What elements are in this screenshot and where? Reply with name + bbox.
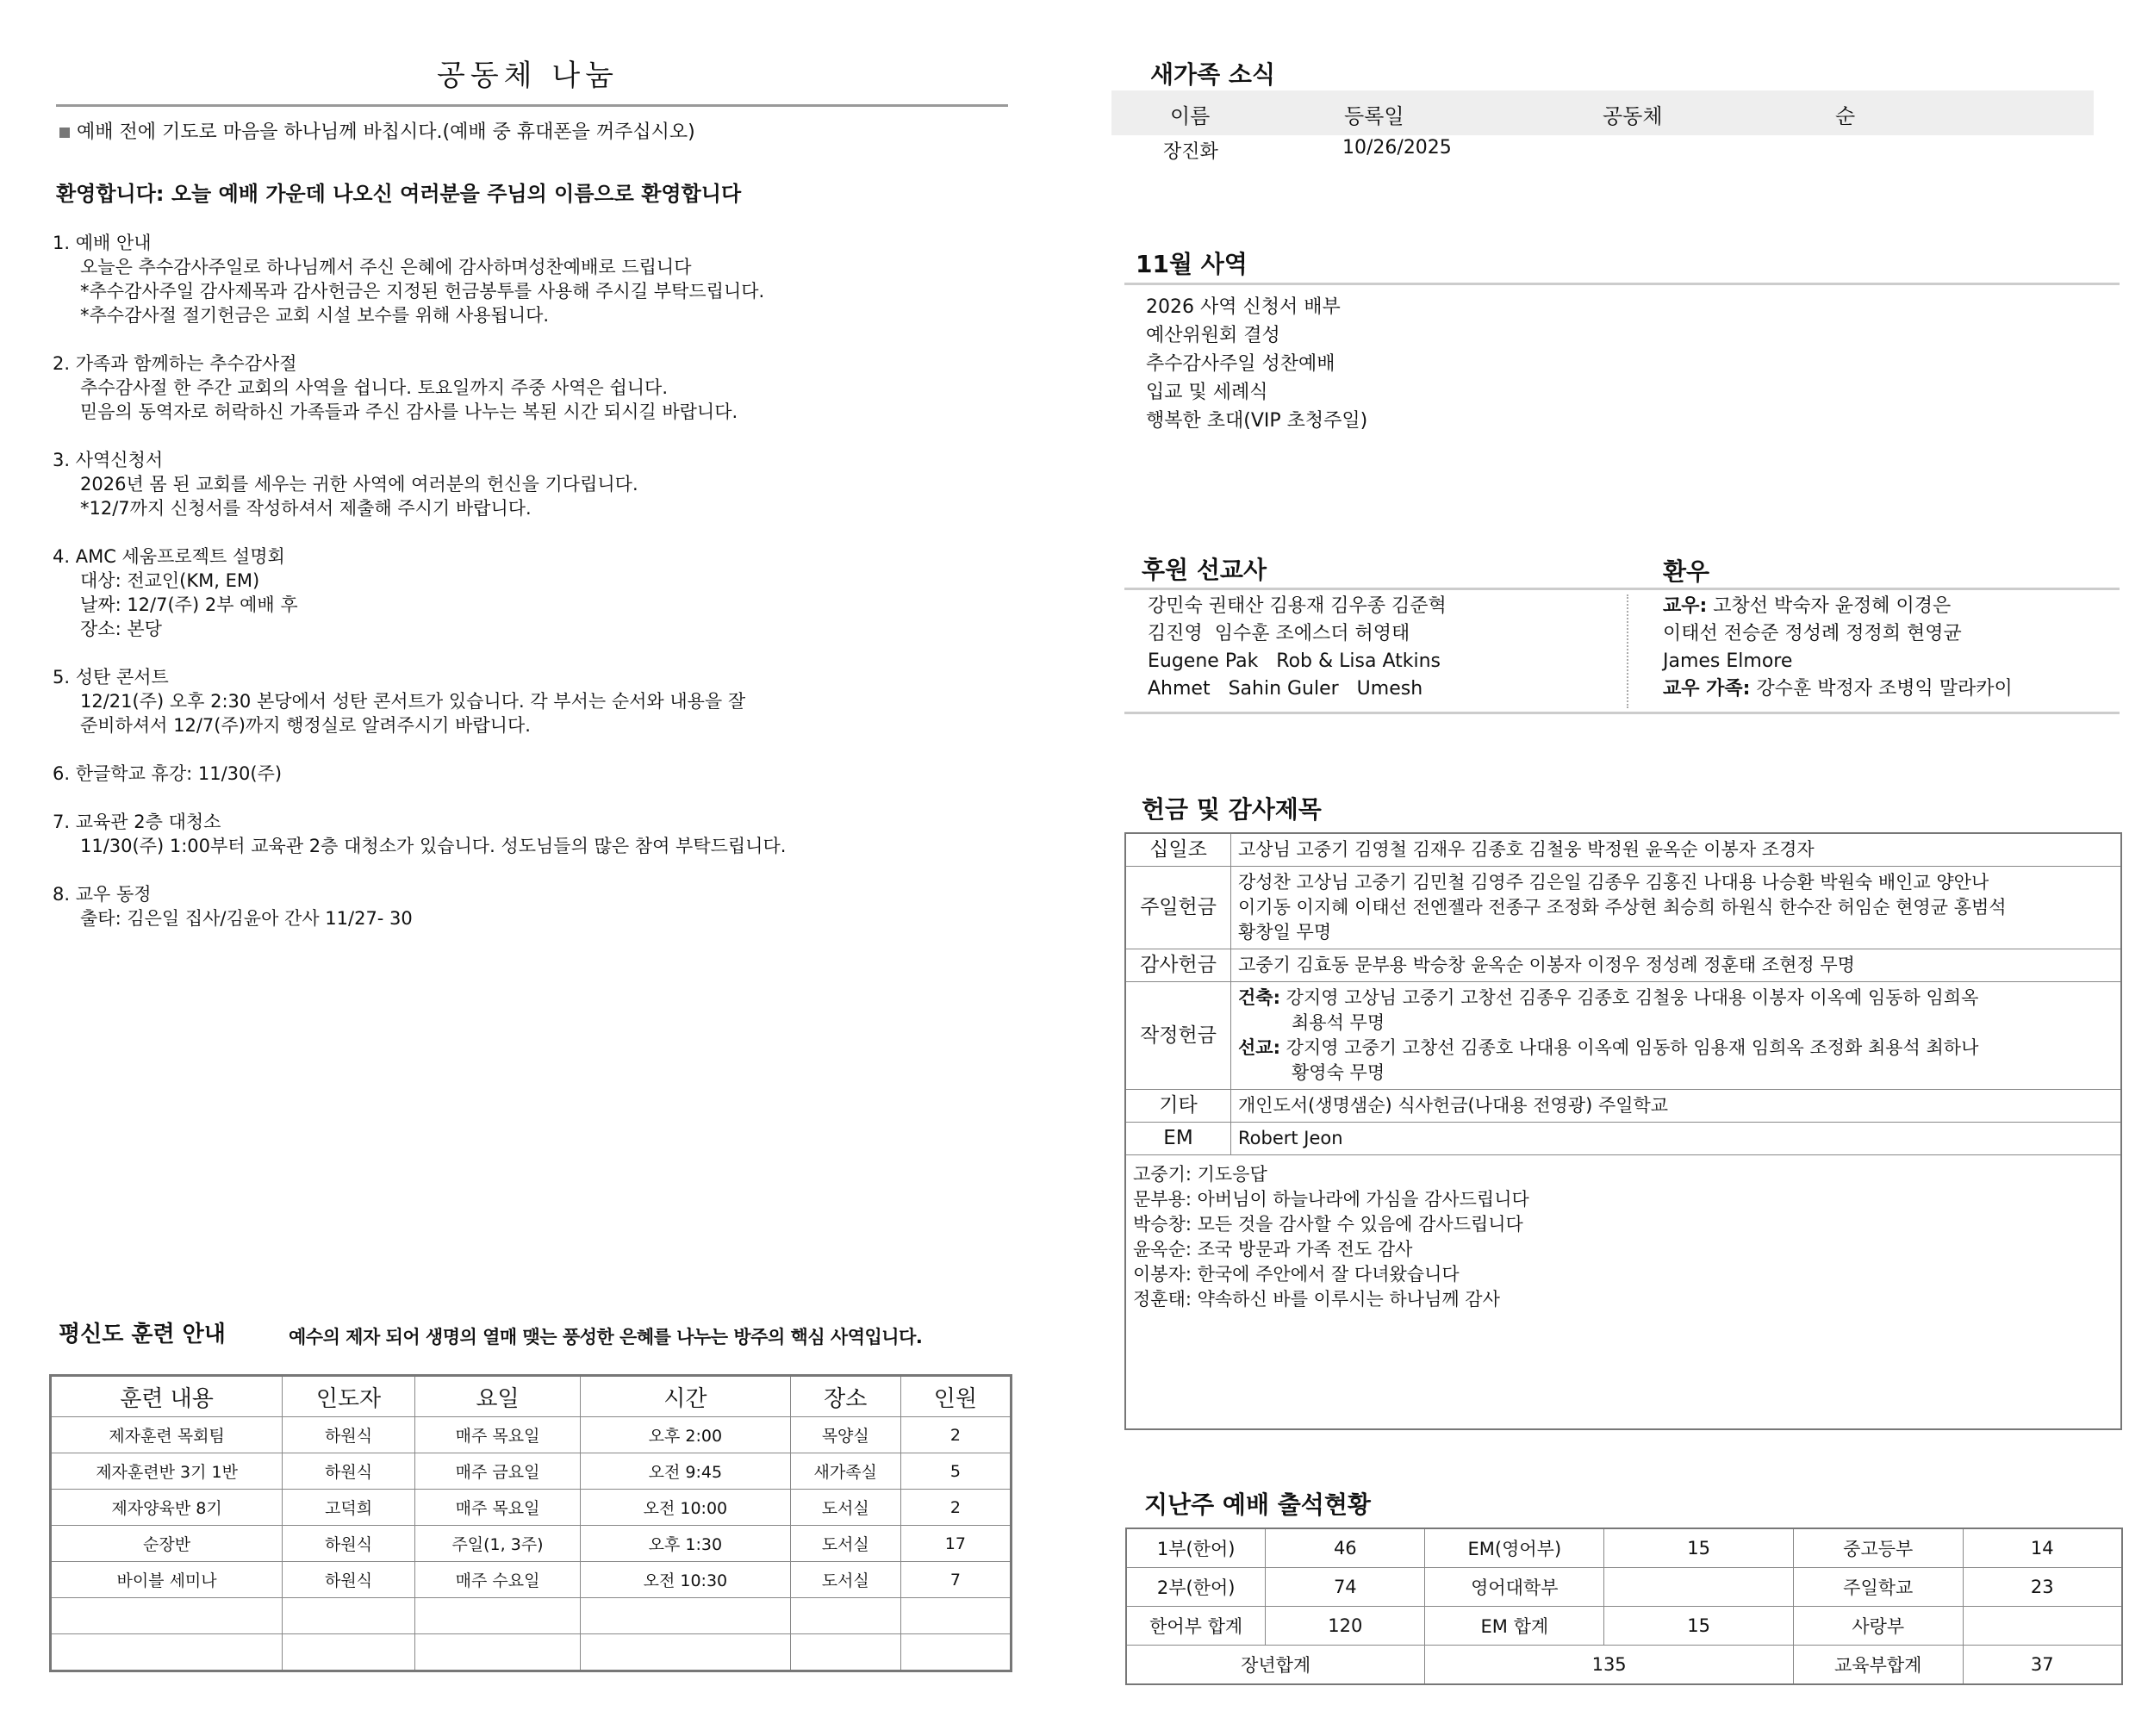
training-cell (900, 1598, 1011, 1634)
missionary-line: 김진영 임수훈 조에스더 허영태 (1148, 623, 1410, 644)
attendance-title: 지난주 예배 출석현황 (1144, 1490, 1371, 1519)
square-bullet-icon (59, 128, 70, 138)
list-item: 행복한 초대(VIP 초청주일) (1146, 410, 1368, 432)
offering-line: Robert Jeon (1238, 1128, 1343, 1148)
offering-line: 강성찬 고상님 고중기 김민철 김영주 김은일 김종우 김홍진 나대용 나승환 박원숙 배인교 양안나 (1238, 872, 1989, 893)
training-header-cell: 훈련 내용 (51, 1376, 283, 1417)
page-title: 공동체 나눔 (436, 59, 619, 93)
training-cell: 매주 목요일 (414, 1417, 580, 1453)
table-row (1126, 1568, 2122, 1607)
announcement-item (53, 762, 1008, 786)
announcement-line: *12/7까지 신청서를 작성하셔서 제출해 주시기 바랍니다. (80, 498, 532, 519)
pledge-names: 황영숙 무명 (1292, 1062, 1385, 1083)
col-community: 공동체 (1603, 104, 1663, 128)
announcement-heading: 7. 교육관 2층 대청소 (53, 812, 221, 832)
list-item: 입교 및 세례식 (1146, 382, 1268, 403)
sick-line-text: 고창선 박숙자 윤정혜 이경은 (1707, 595, 1952, 617)
offering-title: 헌금 및 감사제목 (1142, 795, 1322, 824)
sick-line (1663, 675, 2013, 703)
attendance-cell: 15 (1604, 1528, 1794, 1568)
sick-line-label: 교우 가족: (1663, 678, 1751, 700)
thanks-row (1125, 1155, 2121, 1430)
table-row (1125, 867, 2121, 949)
announcement-line: 오늘은 추수감사주일로 하나님께서 주신 은혜에 감사하며성찬예배로 드립니다 (80, 257, 692, 277)
training-header-cell: 인도자 (283, 1376, 415, 1417)
training-cell: 하원식 (283, 1417, 415, 1453)
announcement-line: 추수감사절 한 주간 교회의 사역을 쉽니다. 토요일까지 주중 사역은 쉽니다. (80, 377, 669, 398)
list-item: 추수감사주일 성찬예배 (1146, 353, 1335, 375)
announcement-item (53, 352, 1008, 424)
training-cell: 제자훈련반 3기 1반 (51, 1453, 283, 1490)
training-cell: 매주 목요일 (414, 1490, 580, 1526)
training-cell (581, 1634, 791, 1671)
training-cell: 5 (900, 1453, 1011, 1490)
training-cell: 2 (900, 1417, 1011, 1453)
title-divider (56, 104, 1008, 107)
announcement-line: 날짜: 12/7(주) 2부 예배 후 (80, 594, 298, 615)
training-cell: 오전 10:00 (581, 1490, 791, 1526)
offering-line: 고중기 김효동 문부용 박승창 윤옥순 이봉자 이정우 정성례 정훈태 조현정 무명 (1238, 955, 1855, 975)
offering-label: 십일조 (1125, 833, 1231, 867)
table-row (1126, 1607, 2122, 1646)
announcement-item (53, 448, 1008, 520)
training-cell: 새가족실 (790, 1453, 900, 1490)
announcement-item (53, 544, 1008, 641)
announcement-heading: 2. 가족과 함께하는 추수감사절 (53, 353, 297, 374)
offering-names (1231, 1123, 2122, 1155)
attendance-cell: EM 합계 (1425, 1607, 1604, 1646)
training-cell: 하원식 (283, 1562, 415, 1598)
sick-line (1663, 648, 2013, 675)
training-table (49, 1374, 1012, 1672)
offering-label: 기타 (1125, 1090, 1231, 1123)
new-family-table (1111, 90, 2094, 170)
announcement-line: *추수감사주일 감사제목과 감사헌금은 지정된 헌금봉투를 사용해 주시길 부탁드립니다. (80, 281, 765, 302)
attendance-cell: 120 (1266, 1607, 1425, 1646)
missionary-title: 후원 선교사 (1142, 556, 1267, 584)
table-row (51, 1490, 1012, 1526)
new-family-date: 10/26/2025 (1342, 137, 1452, 159)
sick-line-text: 강수훈 박정자 조병익 말라카이 (1750, 678, 2013, 700)
missionary-line: 강민숙 권태산 김용재 김우종 김준혁 (1148, 595, 1447, 617)
training-cell: 매주 수요일 (414, 1562, 580, 1598)
training-header-cell: 요일 (414, 1376, 580, 1417)
training-cell: 오후 1:30 (581, 1526, 791, 1562)
table-row (1125, 949, 2121, 982)
table-row (1125, 1090, 2121, 1123)
pledge-line (1238, 1061, 2114, 1086)
announcement-line: 12/21(주) 오후 2:30 본당에서 성탄 콘서트가 있습니다. 각 부서는 순서와 내용을 잘 (80, 691, 746, 712)
training-cell (51, 1634, 283, 1671)
list-item: 예산위원회 결성 (1146, 325, 1280, 346)
announcement-item (53, 231, 1008, 327)
training-cell: 제자양육반 8기 (51, 1490, 283, 1526)
offering-label: 작정헌금 (1125, 982, 1231, 1090)
offering-label: 감사헌금 (1125, 949, 1231, 982)
offering-names (1231, 982, 2122, 1090)
thanks-line: 고중기: 기도응답 (1133, 1164, 1267, 1185)
november-title: 11월 사역 (1136, 250, 1248, 278)
attendance-cell: EM(영어부) (1425, 1528, 1604, 1568)
pledge-names: 강지영 고중기 고창선 김종호 나대용 이옥예 임동하 임용재 임희옥 조정화 최용석 최하나 (1279, 1037, 1979, 1058)
table-row (51, 1562, 1012, 1598)
attendance-table (1125, 1528, 2123, 1685)
pledge-line (1238, 1036, 2114, 1061)
missionary-top-divider (1124, 588, 2120, 590)
training-cell: 주일(1, 3주) (414, 1526, 580, 1562)
training-cell: 도서실 (790, 1562, 900, 1598)
training-cell: 도서실 (790, 1490, 900, 1526)
table-row (1126, 1646, 2122, 1685)
new-family-header (1111, 90, 2094, 135)
offering-names (1231, 1090, 2122, 1123)
training-cell: 도서실 (790, 1526, 900, 1562)
thanks-cell (1125, 1155, 2121, 1430)
attendance-cell (1604, 1568, 1794, 1607)
attendance-cell: 한어부 합계 (1126, 1607, 1266, 1646)
pledge-names: 최용석 무명 (1292, 1012, 1385, 1033)
sick-line (1663, 620, 2013, 648)
announcement-line: 출타: 김은일 집사/김윤아 간사 11/27- 30 (80, 908, 413, 929)
pledge-line (1238, 1011, 2114, 1036)
training-cell (581, 1598, 791, 1634)
thanks-line: 이봉자: 한국에 주안에서 잘 다녀왔습니다 (1133, 1264, 1460, 1285)
offering-label: EM (1125, 1123, 1231, 1155)
table-row (1125, 833, 2121, 867)
attendance-cell: 2부(한어) (1126, 1568, 1266, 1607)
training-header-cell: 시간 (581, 1376, 791, 1417)
thanks-line: 윤옥순: 조국 방문과 가족 전도 감사 (1133, 1239, 1413, 1260)
attendance-total-cell: 37 (1963, 1646, 2122, 1685)
announcement-line: *추수감사절 절기헌금은 교회 시설 보수를 위해 사용됩니다. (80, 305, 550, 326)
training-title: 평신도 훈련 안내 (59, 1322, 226, 1347)
attendance-cell: 46 (1266, 1528, 1425, 1568)
announcement-item (53, 665, 1008, 737)
training-header-cell: 인원 (900, 1376, 1011, 1417)
attendance-total-cell: 장년합계 (1126, 1646, 1425, 1685)
announcement-heading: 3. 사역신청서 (53, 450, 164, 470)
attendance-cell: 중고등부 (1793, 1528, 1963, 1568)
pledge-type: 건축: (1238, 987, 1280, 1008)
announcement-line: 믿음의 동역자로 허락하신 가족들과 주신 감사를 나누는 복된 시간 되시길 바랍니다. (80, 401, 738, 422)
missionary-line: Eugene Pak Rob & Lisa Atkins (1148, 650, 1441, 672)
table-row (1111, 135, 2094, 170)
pledge-names: 강지영 고상님 고중기 고창선 김종우 김종호 김철웅 나대용 이봉자 이옥예 임동하 임희옥 (1279, 987, 1979, 1008)
training-cell: 하원식 (283, 1453, 415, 1490)
offering-line: 고상님 고중기 김영철 김재우 김종호 김철웅 박정원 윤옥순 이봉자 조경자 (1238, 839, 1815, 860)
list-item: 2026 사역 신청서 배부 (1146, 296, 1341, 318)
pledge-type: 선교: (1238, 1037, 1280, 1058)
table-row (1125, 1123, 2121, 1155)
missionary-line: Ahmet Sahin Guler Umesh (1148, 678, 1423, 700)
attendance-cell: 영어대학부 (1425, 1568, 1604, 1607)
training-cell: 매주 금요일 (414, 1453, 580, 1490)
table-row (51, 1453, 1012, 1490)
training-cell: 목양실 (790, 1417, 900, 1453)
sick-line-text: James Elmore (1663, 650, 1793, 672)
worship-notice: 예배 전에 기도로 마음을 하나님께 바칩시다.(예배 중 휴대폰을 꺼주십시오) (59, 117, 1008, 144)
training-cell (790, 1598, 900, 1634)
new-family-title: 새가족 소식 (1150, 60, 1275, 89)
training-cell: 오전 9:45 (581, 1453, 791, 1490)
announcement-line: 준비하셔서 12/7(주)까지 행정실로 알려주시기 바랍니다. (80, 715, 531, 736)
training-cell (414, 1598, 580, 1634)
training-cell: 2 (900, 1490, 1011, 1526)
thanks-line: 문부용: 아버님이 하늘나라에 가심을 감사드립니다 (1133, 1189, 1529, 1210)
thanks-line: 박승창: 모든 것을 감사할 수 있음에 감사드립니다 (1133, 1214, 1523, 1235)
table-row (51, 1634, 1012, 1671)
new-family-name: 장진화 (1163, 141, 1218, 163)
announcement-line: 2026년 몸 된 교회를 세우는 귀한 사역에 여러분의 헌신을 기다립니다. (80, 474, 638, 495)
attendance-cell: 14 (1963, 1528, 2122, 1568)
attendance-cell: 74 (1266, 1568, 1425, 1607)
announcement-heading: 4. AMC 세움프로젝트 설명회 (53, 546, 285, 567)
training-header-cell: 장소 (790, 1376, 900, 1417)
pledge-line (1238, 986, 2114, 1011)
sick-title: 환우 (1663, 557, 1710, 586)
training-cell: 고덕희 (283, 1490, 415, 1526)
offering-line: 이기동 이지혜 이태선 전엔젤라 전종구 조정화 주상현 최승희 하원식 한수잔 허임순 현영균 홍범석 (1238, 897, 2007, 918)
offering-names (1231, 867, 2122, 949)
announcement-heading: 8. 교우 동정 (53, 884, 152, 905)
table-row (51, 1417, 1012, 1453)
attendance-cell: 사랑부 (1793, 1607, 1963, 1646)
thanks-line: 정훈태: 약속하신 바를 이루시는 하나님께 감사 (1133, 1289, 1500, 1310)
missionary-list (1148, 593, 1447, 703)
offering-table (1124, 832, 2122, 1430)
announcement-list (47, 231, 1008, 930)
sick-list (1663, 593, 2013, 703)
offering-label: 주일헌금 (1125, 867, 1231, 949)
attendance-cell (1963, 1607, 2122, 1646)
announcement-heading: 6. 한글학교 휴강: 11/30(주) (53, 763, 283, 784)
training-cell (414, 1634, 580, 1671)
attendance-cell: 23 (1963, 1568, 2122, 1607)
offering-line: 황창일 무명 (1238, 922, 1332, 943)
training-cell: 7 (900, 1562, 1011, 1598)
training-cell: 바이블 세미나 (51, 1562, 283, 1598)
training-cell (900, 1634, 1011, 1671)
attendance-cell: 주일학교 (1793, 1568, 1963, 1607)
attendance-cell: 15 (1604, 1607, 1794, 1646)
training-cell (51, 1598, 283, 1634)
offering-names (1231, 833, 2122, 867)
announcement-item (53, 810, 1008, 858)
training-cell (283, 1634, 415, 1671)
column-divider (1627, 594, 1628, 708)
announcement-line: 장소: 본당 (80, 619, 162, 639)
offering-line: 개인도서(생명샘순) 식사헌금(나대용 전영광) 주일학교 (1238, 1095, 1669, 1116)
training-cell: 제자훈련 목회팀 (51, 1417, 283, 1453)
announcement-line: 대상: 전교인(KM, EM) (80, 570, 260, 591)
table-row (51, 1526, 1012, 1562)
announcement-line: 11/30(주) 1:00부터 교육관 2층 대청소가 있습니다. 성도님들의 많은 참여 부탁드립니다. (80, 836, 787, 856)
table-row (1126, 1528, 2122, 1568)
col-name: 이름 (1170, 104, 1211, 128)
training-cell: 17 (900, 1526, 1011, 1562)
missionary-bottom-divider (1124, 712, 2120, 714)
training-cell: 오후 2:00 (581, 1417, 791, 1453)
offering-names (1231, 949, 2122, 982)
sick-line (1663, 593, 2013, 620)
training-cell (283, 1598, 415, 1634)
training-cell: 순장반 (51, 1526, 283, 1562)
training-cell: 하원식 (283, 1526, 415, 1562)
november-list (1146, 293, 1367, 435)
table-row (51, 1598, 1012, 1634)
attendance-cell: 1부(한어) (1126, 1528, 1266, 1568)
training-cell: 오전 10:30 (581, 1562, 791, 1598)
attendance-total-cell: 135 (1425, 1646, 1794, 1685)
welcome-text: 환영합니다: 오늘 예배 가운데 나오신 여러분을 주님의 이름으로 환영합니다 (56, 182, 742, 206)
november-divider (1124, 283, 2120, 285)
sick-line-text: 이태선 전승준 정성례 정정희 현영균 (1663, 623, 1962, 644)
training-subtitle: 예수의 제자 되어 생명의 열매 맺는 풍성한 은혜를 나누는 방주의 핵심 사역입니다. (289, 1327, 923, 1347)
col-date: 등록일 (1344, 104, 1404, 128)
announcement-item (53, 882, 1008, 930)
left-column (47, 34, 1008, 955)
announcement-heading: 1. 예배 안내 (53, 233, 152, 253)
sick-line-label: 교우: (1663, 595, 1708, 617)
table-row (1125, 982, 2121, 1090)
attendance-total-cell: 교육부합계 (1793, 1646, 1963, 1685)
col-group: 순 (1835, 104, 1856, 128)
announcement-heading: 5. 성탄 콘서트 (53, 667, 169, 688)
training-cell (790, 1634, 900, 1671)
